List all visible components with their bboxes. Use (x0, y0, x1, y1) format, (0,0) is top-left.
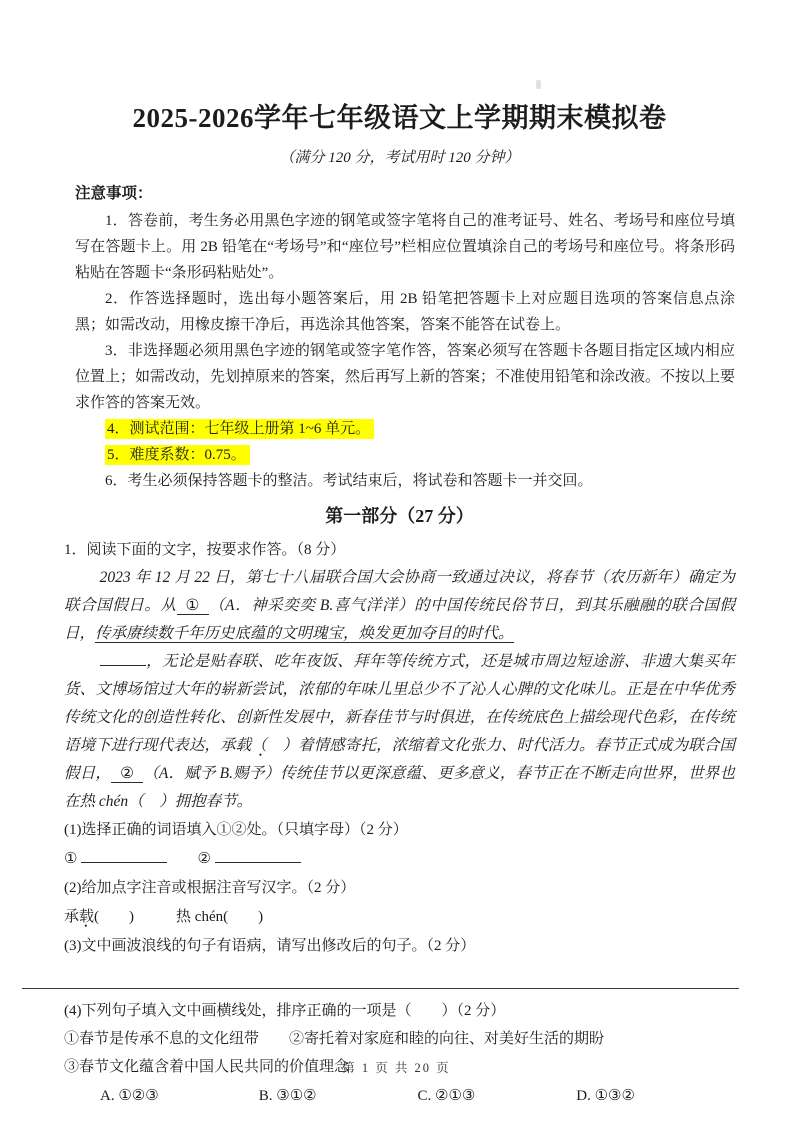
sub-question-3: (3)文中画波浪线的句子有语病，请写出修改后的句子。（2 分） (64, 938, 476, 954)
notice-heading: 注意事项： (75, 185, 153, 202)
answer-blank-1 (81, 849, 167, 863)
question-1-lead: 1．阅读下面的文字，按要求作答。（8 分） (64, 542, 346, 558)
choice-row (64, 1081, 735, 1111)
sub-question-1-blanks (64, 844, 735, 874)
sub-question-2-words (64, 902, 735, 932)
choice-d: D. ①③② (576, 1088, 635, 1104)
marked-sentence: 传承赓续数千年历史底蕴的文明瑰宝，焕发更加夺目的时代。 (95, 625, 514, 642)
word-text: 热 chén( ) (176, 909, 264, 925)
page-number-footer: 第 1 页 共 20 页 (342, 1061, 451, 1075)
reading-passage (64, 564, 735, 816)
horizontal-line-blank (100, 652, 146, 666)
highlight-text: 5．难度系数：0.75。 (105, 445, 250, 465)
notice-item-5-highlighted (75, 442, 735, 468)
exam-title: 2025-2026学年七年级语文上学期期末模拟卷 (132, 103, 667, 133)
passage-paragraph-2 (64, 648, 735, 816)
passage-text: ，无论是贴春联、吃年夜饭、拜年等传统方式，还是城市周边短途游、非遗大集买年货、文博场馆过大年的崭新尝试，浓郁的年味儿里总少不了沁人心脾的文化味儿。正是在中华优秀传统文化的创造性转化、创新性发展中，新春佳节与时俱进，在传统底色上描绘现代色彩，在传统语境下进行现代表达，承 (64, 653, 735, 754)
answer-rule-line (22, 964, 739, 989)
scan-artifact (536, 80, 541, 89)
choice-a: A. ①②③ (100, 1088, 159, 1104)
order-sentences-line-1: ①春节是传承不息的文化纽带 ②寄托着对家庭和睦的向往、对美好生活的期盼 (64, 1031, 605, 1047)
exam-subtitle: （满分 120 分，考试用时 120 分钟） (279, 150, 520, 166)
dotted-character: 载 (79, 909, 95, 925)
sub-question-2: (2)给加点字注音或根据注音写汉字。（2 分） (64, 880, 356, 896)
blank-label-1: ① (64, 851, 78, 867)
section-heading: 第一部分（27 分） (325, 506, 474, 526)
highlight-text: 4．测试范围：七年级上册第 1~6 单元。 (105, 419, 374, 439)
numbered-blank-2: ② (111, 765, 143, 783)
passage-text: （ ）着情感寄托，浓缩着文化张力、时代活力。春节正式成为联合国假日， (64, 737, 735, 782)
word-text: 承 (64, 909, 80, 925)
numbered-blank-1: ① (177, 597, 209, 615)
sub-question-1: (1)选择正确的词语填入①②处。（只填字母）（2 分） (64, 822, 408, 838)
notice-item-1: 1．答卷前，考生务必用黑色字迹的钢笔或签字笔将自己的准考证号、姓名、考场号和座位号填写在答题卡上。用 2B 铅笔在“考场号”和“座位号”栏相应位置填涂自己的考场号和座位号。将条形码粘贴在答题卡“条形码粘贴处”。 (75, 213, 735, 281)
notice-item-3: 3．非选择题必须用黑色字迹的钢笔或签字笔作答，答案必须写在答题卡各题目指定区域内相应位置上；如需改动，先划掉原来的答案，然后再写上新的答案；不准使用铅笔和涂改液。不按以上要求作答的答案无效。 (75, 343, 736, 411)
passage-text: 2023 年 12 月 22 日，第七十八届联合国大会协商一致通过决议，将春节（农历新年）确定为联合国假日。从 (64, 569, 735, 614)
choice-c: C. ②①③ (417, 1088, 476, 1104)
passage-paragraph-1 (64, 564, 735, 648)
answer-blank-2 (215, 849, 301, 863)
order-sentences-line-2: ③春节文化蕴含着中国人民共同的价值理念 (64, 1059, 350, 1075)
notice-section (75, 180, 735, 494)
notice-item-4-highlighted (75, 416, 735, 442)
notice-item-2: 2．作答选择题时，选出每小题答案后，用 2B 铅笔把答题卡上对应题目选项的答案信息点涂黑；如需改动，用橡皮擦干净后，再选涂其他答案，答案不能答在试卷上。 (75, 291, 735, 333)
blank-label-2: ② (197, 851, 211, 867)
word-paren: ( ) (94, 909, 135, 925)
passage-text: （A．赋予 B.赐予）传统佳节以更深意蕴、更多意义，春节正在不断走向世界，世界也在热 chén（ ）拥抱春节。 (64, 765, 735, 810)
notice-item-6: 6．考生必须保持答题卡的整洁。考试结束后，将试卷和答题卡一并交回。 (105, 473, 593, 489)
passage-text: （A．神采奕奕 B.喜气洋洋）的中国传统民俗节日，到其乐融融的联合国假日， (64, 597, 735, 642)
choice-b: B. ③①② (258, 1088, 317, 1104)
dotted-character: 载 (235, 737, 252, 754)
sub-question-4: (4)下列句子填入文中画横线处，排序正确的一项是（ ）（2 分） (64, 1003, 506, 1019)
